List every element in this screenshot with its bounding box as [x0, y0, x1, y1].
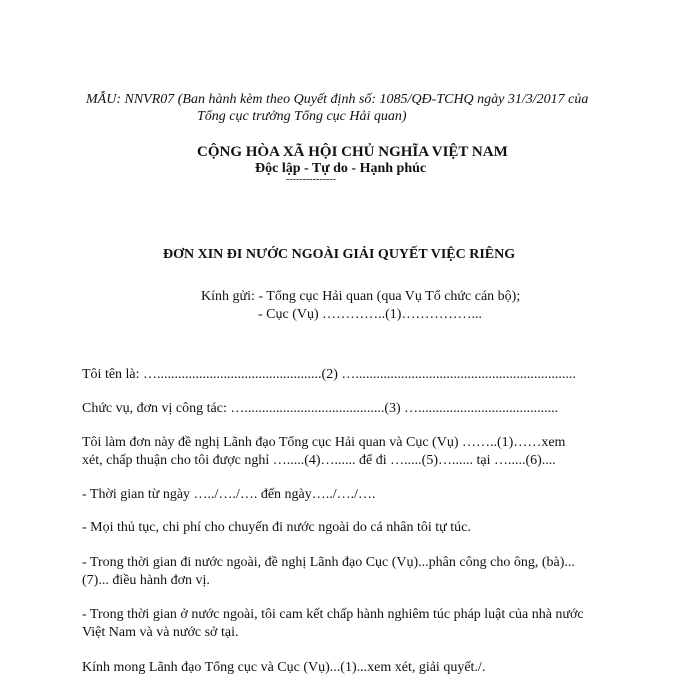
- name-field-line: Tôi tên là: …...............................................(2) …...............................................................: [82, 367, 576, 382]
- commitment-line-1: - Trong thời gian ở nước ngoài, tôi cam kết chấp hành nghiêm túc pháp luật của nhà nước: [82, 607, 584, 622]
- position-field-line: Chức vụ, đơn vị công tác: …........................................(3) …........................................: [82, 401, 559, 416]
- request-line-1: Tôi làm đơn này đề nghị Lãnh đạo Tổng cục Hải quan và Cục (Vụ) ……..(1)……xem: [82, 435, 566, 450]
- country-name: CỘNG HÒA XÃ HỘI CHỦ NGHĨA VIỆT NAM: [197, 144, 508, 160]
- addressee-line-2: - Cục (Vụ) …………..(1)……………...: [258, 307, 482, 322]
- commitment-line-2: Việt Nam và và nước sở tại.: [82, 625, 239, 640]
- form-header-line-1: MẪU: NNVR07 (Ban hành kèm theo Quyết định số: 1085/QĐ-TCHQ ngày 31/3/2017 của: [86, 92, 589, 107]
- national-motto: Độc lập - Tự do - Hạnh phúc: [255, 161, 427, 176]
- request-line-2: xét, chấp thuận cho tôi được nghỉ ….....(4)…...... để đi ….....(5)…...... tại ….....(6)....: [82, 453, 556, 468]
- addressee-line-1: Kính gửi: - Tổng cục Hải quan (qua Vụ Tổ chức cán bộ);: [201, 289, 521, 304]
- time-line: - Thời gian từ ngày …../…./…. đến ngày…../…./….: [82, 487, 376, 502]
- closing-line: Kính mong Lãnh đạo Tổng cục và Cục (Vụ)...(1)...xem xét, giải quyết./.: [82, 660, 486, 675]
- form-header-line-2: Tổng cục trưởng Tổng cục Hải quan): [197, 109, 407, 124]
- procedure-line: - Mọi thủ tục, chi phí cho chuyến đi nước ngoài do cá nhân tôi tự túc.: [82, 520, 471, 535]
- document-title: ĐƠN XIN ĐI NƯỚC NGOÀI GIẢI QUYẾT VIỆC RIÊNG: [163, 247, 516, 262]
- assignment-line-1: - Trong thời gian đi nước ngoài, đề nghị Lãnh đạo Cục (Vụ)...phân công cho ông, (bà)...: [82, 555, 575, 570]
- assignment-line-2: (7)... điều hành đơn vị.: [82, 573, 210, 588]
- header-rule: ---------------: [286, 174, 336, 185]
